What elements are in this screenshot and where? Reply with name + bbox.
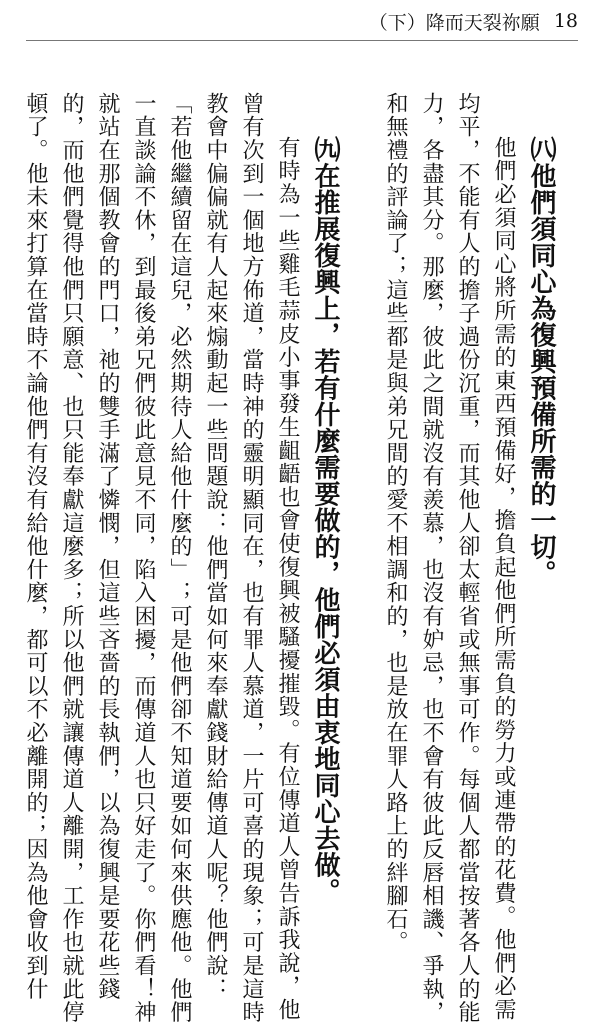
section-heading-8: ㈧他們須同心為復興預備所需的一切。	[526, 136, 556, 587]
body-column: 就站在那個教會的門口，祂的雙手滿了憐憫，但這些吝嗇的長執們，以為復興是要花些錢	[95, 92, 120, 1001]
page-number: 18	[553, 10, 578, 32]
body-column: 他們必須同心將所需的東西預備好，擔負起他們所需負的勞力或連帶的花費。他們必需	[491, 136, 516, 1022]
body-column: 有時為一些雞毛蒜皮小事發生齟齬也會使復興被騷擾摧毀。有位傳道人曾告訴我說，他	[275, 136, 300, 1022]
body-column: 和無禮的評論了；這些都是與弟兄間的愛不相調和的，也是放在罪人路上的絆腳石。	[383, 92, 408, 955]
running-title: （下）降而天裂祢願	[368, 11, 540, 34]
running-header	[369, 6, 578, 36]
section-heading-9: ㈨在推展復興上，若有什麼需要做的，他們必須由衷地同心去做。	[310, 136, 340, 905]
body-column: 力，各盡其分。那麼，彼此之間就沒有羨慕，也沒有妒忌，也不會有彼此反唇相譏、爭執，	[419, 92, 444, 1024]
body-column: 頓了。他未來打算在當時不論他們有沒有給他什麼，都可以不必離開的；因為他會收到什	[23, 92, 48, 1001]
body-column: 教會中偏偏就有人起來煽動起一些問題說：他們當如何來奉獻錢財給傳道人呢？他們說：	[203, 92, 228, 1001]
body-column: 的，而他們覺得他們只願意、也只能奉獻這麼多；所以他們就讓傳道人離開，工作也就此停	[59, 92, 84, 1024]
body-column: 一直談論不休，到最後弟兄們彼此意見不同，陷入困擾，而傳道人也只好走了。你們看！神	[131, 92, 156, 1024]
body-column: 「若他繼續留在這兒，必然期待人給他什麼的」；可是他們卻不知道要如何來供應他。他們	[167, 92, 192, 1024]
body-column: 均平，不能有人的擔子過份沉重，而其他人卻太輕省或無事可作。每個人都當按著各人的能	[455, 92, 480, 1024]
body-column: 曾有次到一個地方佈道，當時神的靈明顯同在，也有罪人慕道，一片可喜的現象；可是這時	[239, 92, 264, 1024]
header-rule	[26, 40, 578, 41]
